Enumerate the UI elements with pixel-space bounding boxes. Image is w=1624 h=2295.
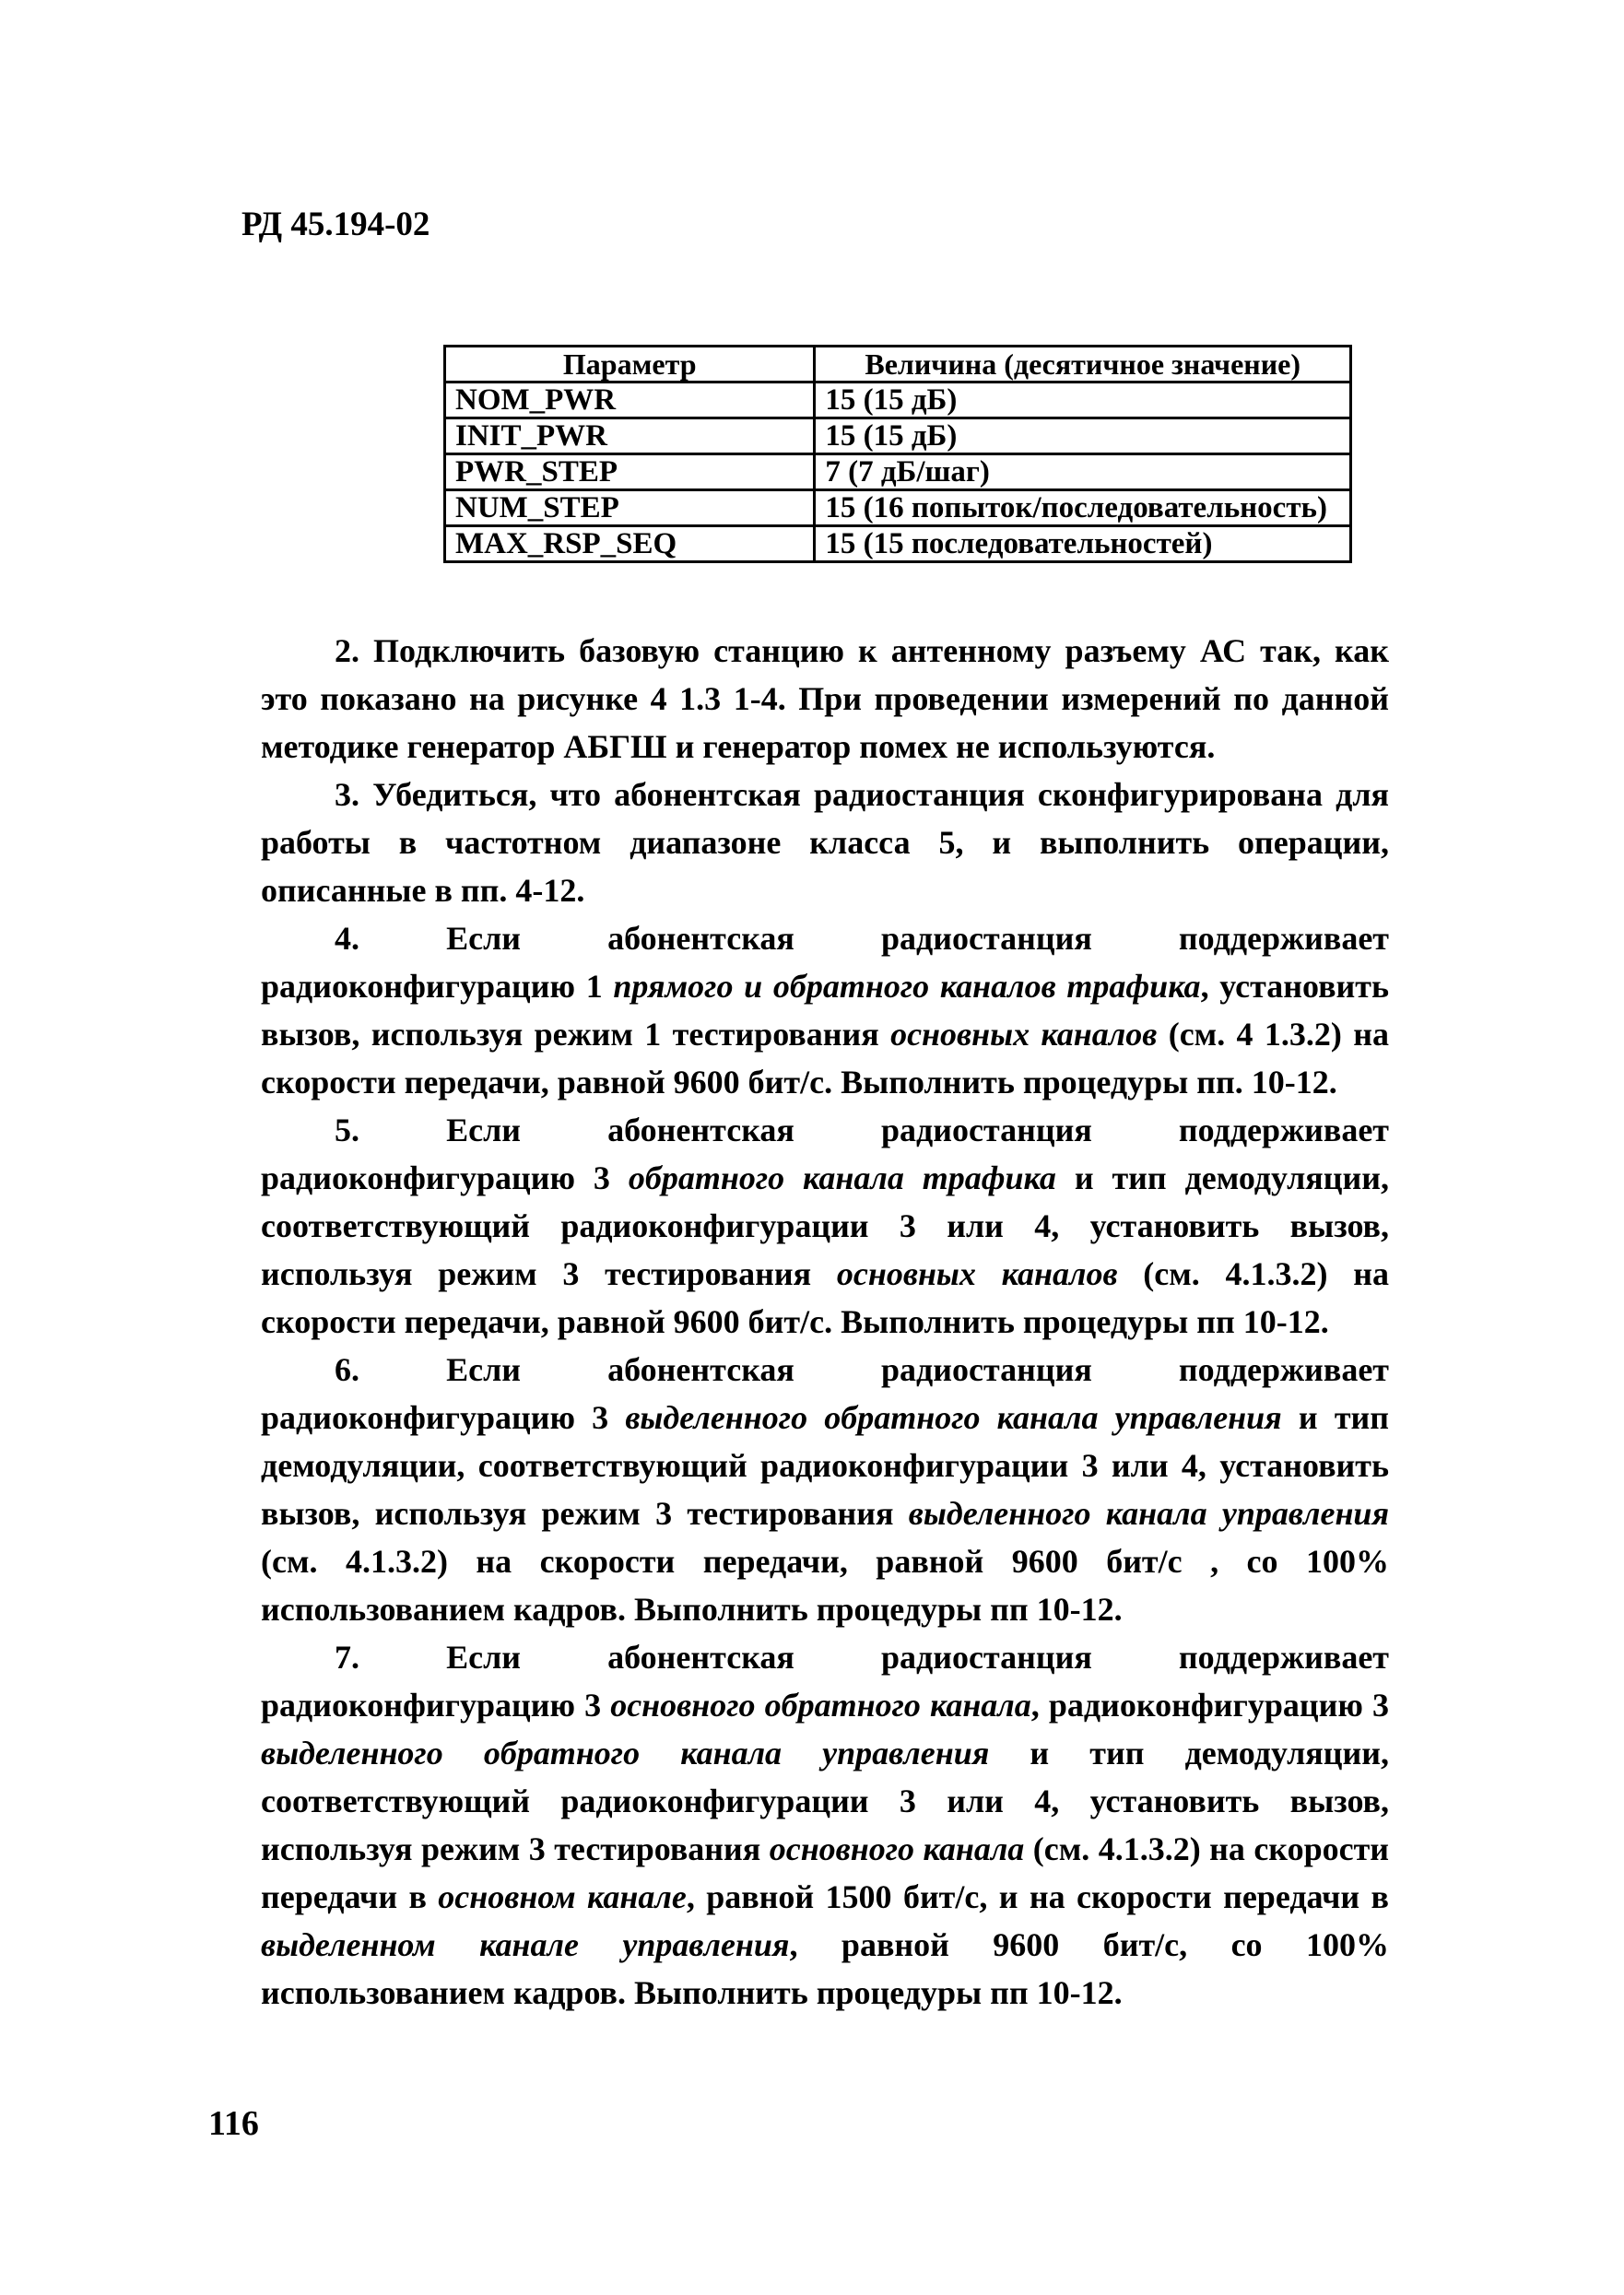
- body-text: [261, 627, 1389, 2017]
- paragraph-text: (см. 4.1.3.2) на скорости передачи, равной 9600 бит/с , со 100% использованием кадров. Выполнить процедуры пп 10-12.: [261, 1543, 1389, 1628]
- table-row: [445, 418, 1351, 454]
- italic-term: основных каналов: [890, 1016, 1158, 1053]
- table-row: [445, 490, 1351, 526]
- italic-term: выделенного обратного канала управления: [261, 1735, 990, 1771]
- table-cell-value: 15 (15 дБ): [815, 418, 1351, 454]
- table-cell-value: 15 (15 последовательностей): [815, 526, 1351, 562]
- paragraph-text: и тип демодуляции, соответствующий радиоконфигурации 3 или 4, установить вызов, используя режим 3 тестирования: [261, 1159, 1390, 1292]
- table-cell-param: NOM_PWR: [445, 382, 815, 418]
- paragraph-5: [261, 1106, 1389, 1346]
- paragraph-text: 5. Если абонентская радиостанция поддерживает радиоконфигурацию 3: [261, 1112, 1389, 1196]
- paragraph-text: (см. 4.1.3.2) на скорости передачи, равной 9600 бит/с. Выполнить процедуры пп 10-12.: [261, 1255, 1389, 1340]
- italic-term: обратного канала трафика: [628, 1159, 1056, 1196]
- paragraph-2: 2. Подключить базовую станцию к антенному разъему АС так, как это показано на рисунке 4 1.3 1-4. При проведении измерений по данной методике генератор АБГШ и генератор помех не используются.: [261, 632, 1389, 765]
- document-code: РД 45.194-02: [241, 206, 430, 243]
- paragraph-7: [261, 1633, 1389, 2017]
- table-cell-param: PWR_STEP: [445, 454, 815, 490]
- italic-term: выделенного обратного канала управления: [625, 1399, 1282, 1436]
- table-cell-value: 15 (15 дБ): [815, 382, 1351, 418]
- italic-term: основных каналов: [836, 1255, 1118, 1292]
- italic-term: выделенного канала управления: [908, 1495, 1390, 1532]
- table-header-row: [445, 347, 1351, 382]
- table-row: [445, 382, 1351, 418]
- paragraph-3: 3. Убедиться, что абонентская радиостанция сконфигурирована для работы в частотном диапазоне класса 5, и выполнить операции, описанные в пп. 4-12.: [261, 776, 1389, 909]
- italic-term: выделенном канале управления: [261, 1926, 790, 1963]
- paragraph-text: (см. 4 1.3.2) на скорости передачи, равной 9600 бит/с. Выполнить процедуры пп. 10-12.: [261, 1016, 1389, 1100]
- italic-term: основного канала: [769, 1830, 1025, 1867]
- paragraph-4: [261, 914, 1389, 1106]
- table-cell-value: 7 (7 дБ/шаг): [815, 454, 1351, 490]
- paragraph-text: 7. Если абонентская радиостанция поддерживает радиоконфигурацию 3: [261, 1639, 1389, 1724]
- paragraph-text: и тип демодуляции, соответствующий радиоконфигурации 3 или 4, установить вызов, используя режим 3 тестирования: [261, 1399, 1389, 1532]
- paragraph-text: 6. Если абонентская радиостанция поддерживает радиоконфигурацию 3: [261, 1351, 1389, 1436]
- table-cell-value: 15 (16 попыток/последовательность): [815, 490, 1351, 526]
- paragraph-6: [261, 1346, 1389, 1633]
- table-cell-param: NUM_STEP: [445, 490, 815, 526]
- italic-term: прямого и обратного каналов трафика: [613, 968, 1201, 1005]
- paragraph-text: (см. 4.1.3.2) на скорости передачи в: [261, 1830, 1390, 1915]
- table-row: [445, 526, 1351, 562]
- paragraph-text: , равной 1500 бит/с, и на скорости передачи в: [686, 1878, 1389, 1915]
- column-header-parameter: Параметр: [445, 347, 815, 382]
- parameter-table: [443, 345, 1352, 563]
- paragraph-text: , равной 9600 бит/с, со 100% использованием кадров. Выполнить процедуры пп 10-12.: [261, 1926, 1389, 2011]
- column-header-value: Величина (десятичное значение): [815, 347, 1351, 382]
- italic-term: основном канале: [438, 1878, 687, 1915]
- paragraph-text: и тип демодуляции, соответствующий радиоконфигурации 3 или 4, установить вызов, используя режим 3 тестирования: [261, 1735, 1389, 1867]
- page-number: 116: [208, 2104, 259, 2143]
- table-cell-param: MAX_RSP_SEQ: [445, 526, 815, 562]
- paragraph-text: , радиоконфигурацию 3: [1030, 1687, 1389, 1724]
- table-cell-param: INIT_PWR: [445, 418, 815, 454]
- paragraph-text: , установить вызов, используя режим 1 тестирования: [261, 968, 1390, 1053]
- italic-term: основного обратного канала: [610, 1687, 1031, 1724]
- paragraph-text: 4. Если абонентская радиостанция поддерживает радиоконфигурацию 1: [261, 920, 1389, 1005]
- table-row: [445, 454, 1351, 490]
